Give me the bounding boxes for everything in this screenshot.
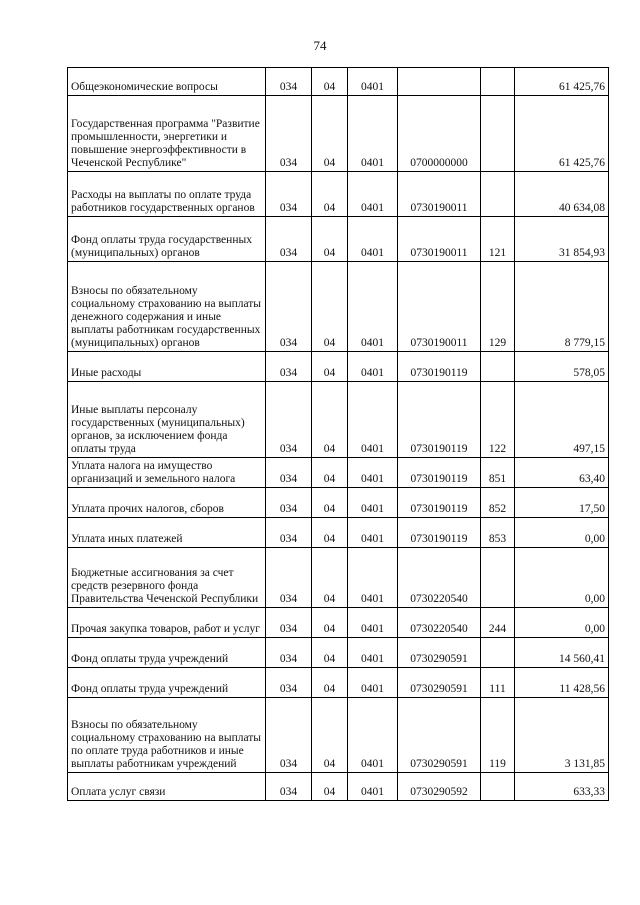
item-name: Фонд оплаты труда учреждений: [68, 638, 266, 668]
section-code: 04: [312, 217, 348, 262]
ministry-code: 034: [266, 458, 312, 488]
table-row: [68, 172, 609, 217]
section-code: 04: [312, 68, 348, 96]
table-row: [68, 608, 609, 638]
amount: 497,15: [515, 382, 609, 458]
amount: 3 131,85: [515, 698, 609, 773]
table-row: [68, 773, 609, 801]
item-name: Взносы по обязательному социальному страхованию на выплаты по оплате труда работников и иные выплаты работникам учреждений: [68, 698, 266, 773]
section-code: 04: [312, 262, 348, 352]
subsection-code: 0401: [348, 518, 398, 548]
item-name: Расходы на выплаты по оплате труда работников государственных органов: [68, 172, 266, 217]
target-article-code: 0730190011: [398, 217, 481, 262]
expense-type-code: 111: [481, 668, 515, 698]
subsection-code: 0401: [348, 668, 398, 698]
page-number: 74: [313, 38, 327, 53]
ministry-code: 034: [266, 698, 312, 773]
table-row: [68, 382, 609, 458]
table-row: [68, 217, 609, 262]
subsection-code: 0401: [348, 262, 398, 352]
amount: 8 779,15: [515, 262, 609, 352]
expense-type-code: 122: [481, 382, 515, 458]
target-article-code: 0730290591: [398, 668, 481, 698]
item-name: Оплата услуг связи: [68, 773, 266, 801]
ministry-code: 034: [266, 638, 312, 668]
item-name: Государственная программа "Развитие промышленности, энергетики и повышение энергоэффективности в Чеченской Республике": [68, 96, 266, 172]
amount: 40 634,08: [515, 172, 609, 217]
section-code: 04: [312, 488, 348, 518]
section-code: 04: [312, 698, 348, 773]
ministry-code: 034: [266, 518, 312, 548]
item-name: Взносы по обязательному социальному страхованию на выплаты денежного содержания и иные выплаты работникам государственных (муниципальных) органов: [68, 262, 266, 352]
item-name: Фонд оплаты труда государственных (муниципальных) органов: [68, 217, 266, 262]
expense-type-code: [481, 96, 515, 172]
section-code: 04: [312, 518, 348, 548]
table-row: [68, 668, 609, 698]
target-article-code: 0730190011: [398, 172, 481, 217]
ministry-code: 034: [266, 262, 312, 352]
subsection-code: 0401: [348, 96, 398, 172]
table-row: [68, 698, 609, 773]
target-article-code: 0700000000: [398, 96, 481, 172]
ministry-code: 034: [266, 217, 312, 262]
table-row: [68, 638, 609, 668]
target-article-code: 0730190119: [398, 352, 481, 382]
target-article-code: 0730290591: [398, 698, 481, 773]
item-name: Бюджетные ассигнования за счет средств резервного фонда Правительства Чеченской Республики: [68, 548, 266, 608]
section-code: 04: [312, 773, 348, 801]
table-row: [68, 458, 609, 488]
amount: 0,00: [515, 518, 609, 548]
expense-type-code: 244: [481, 608, 515, 638]
expense-type-code: [481, 352, 515, 382]
expense-type-code: 119: [481, 698, 515, 773]
amount: 61 425,76: [515, 68, 609, 96]
subsection-code: 0401: [348, 382, 398, 458]
expense-type-code: [481, 68, 515, 96]
subsection-code: 0401: [348, 458, 398, 488]
item-name: Уплата налога на имущество организаций и земельного налога: [68, 458, 266, 488]
table-row: [68, 518, 609, 548]
item-name: Общеэкономические вопросы: [68, 68, 266, 96]
item-name: Прочая закупка товаров, работ и услуг: [68, 608, 266, 638]
target-article-code: 0730190119: [398, 458, 481, 488]
ministry-code: 034: [266, 668, 312, 698]
subsection-code: 0401: [348, 548, 398, 608]
subsection-code: 0401: [348, 773, 398, 801]
section-code: 04: [312, 638, 348, 668]
target-article-code: 0730190011: [398, 262, 481, 352]
item-name: Фонд оплаты труда учреждений: [68, 668, 266, 698]
amount: 11 428,56: [515, 668, 609, 698]
item-name: Уплата прочих налогов, сборов: [68, 488, 266, 518]
item-name: Иные расходы: [68, 352, 266, 382]
target-article-code: 0730220540: [398, 608, 481, 638]
section-code: 04: [312, 668, 348, 698]
section-code: 04: [312, 608, 348, 638]
target-article-code: 0730220540: [398, 548, 481, 608]
expense-type-code: 121: [481, 217, 515, 262]
section-code: 04: [312, 172, 348, 217]
ministry-code: 034: [266, 172, 312, 217]
ministry-code: 034: [266, 96, 312, 172]
table-row: [68, 68, 609, 96]
section-code: 04: [312, 96, 348, 172]
target-article-code: 0730290592: [398, 773, 481, 801]
amount: 61 425,76: [515, 96, 609, 172]
ministry-code: 034: [266, 382, 312, 458]
ministry-code: 034: [266, 773, 312, 801]
ministry-code: 034: [266, 352, 312, 382]
amount: 633,33: [515, 773, 609, 801]
target-article-code: 0730190119: [398, 488, 481, 518]
expense-type-code: 129: [481, 262, 515, 352]
subsection-code: 0401: [348, 608, 398, 638]
ministry-code: 034: [266, 548, 312, 608]
amount: 14 560,41: [515, 638, 609, 668]
expense-type-code: 853: [481, 518, 515, 548]
ministry-code: 034: [266, 68, 312, 96]
expense-type-code: [481, 773, 515, 801]
section-code: 04: [312, 352, 348, 382]
budget-table: [67, 67, 609, 801]
ministry-code: 034: [266, 488, 312, 518]
target-article-code: 0730190119: [398, 518, 481, 548]
amount: 578,05: [515, 352, 609, 382]
ministry-code: 034: [266, 608, 312, 638]
section-code: 04: [312, 382, 348, 458]
table-row: [68, 96, 609, 172]
expense-type-code: 851: [481, 458, 515, 488]
target-article-code: 0730290591: [398, 638, 481, 668]
target-article-code: [398, 68, 481, 96]
subsection-code: 0401: [348, 68, 398, 96]
subsection-code: 0401: [348, 352, 398, 382]
subsection-code: 0401: [348, 698, 398, 773]
subsection-code: 0401: [348, 172, 398, 217]
amount: 31 854,93: [515, 217, 609, 262]
amount: 0,00: [515, 608, 609, 638]
expense-type-code: [481, 172, 515, 217]
table-row: [68, 262, 609, 352]
section-code: 04: [312, 548, 348, 608]
expense-type-code: [481, 548, 515, 608]
table-row: [68, 488, 609, 518]
item-name: Иные выплаты персоналу государственных (муниципальных) органов, за исключением фонда оплаты труда: [68, 382, 266, 458]
amount: 0,00: [515, 548, 609, 608]
target-article-code: 0730190119: [398, 382, 481, 458]
section-code: 04: [312, 458, 348, 488]
subsection-code: 0401: [348, 217, 398, 262]
amount: 63,40: [515, 458, 609, 488]
subsection-code: 0401: [348, 488, 398, 518]
expense-type-code: [481, 638, 515, 668]
amount: 17,50: [515, 488, 609, 518]
subsection-code: 0401: [348, 638, 398, 668]
table-row: [68, 352, 609, 382]
expense-type-code: 852: [481, 488, 515, 518]
table-row: [68, 548, 609, 608]
item-name: Уплата иных платежей: [68, 518, 266, 548]
